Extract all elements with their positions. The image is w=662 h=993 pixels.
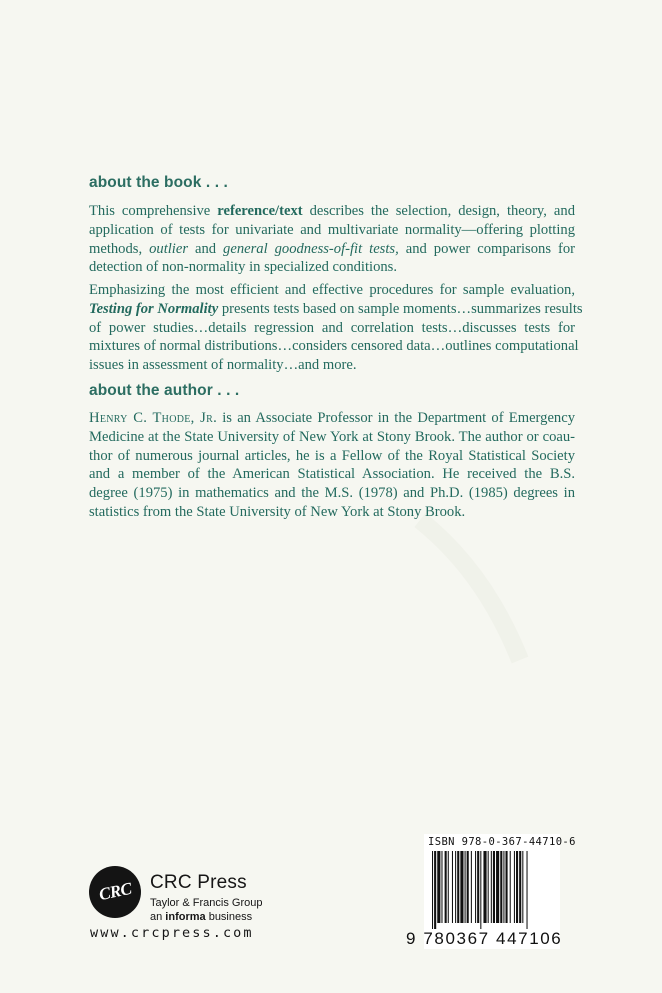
barcode-bar xyxy=(460,851,463,923)
barcode-bar xyxy=(519,851,521,923)
barcode-bar xyxy=(491,851,492,923)
barcode-bar xyxy=(493,851,495,923)
about-author-paragraph: Henry C. Thode, Jr. is an Associate Professor in the Department of Emergency Medicine at the State University of New York at Stony Brook. The author or coau- thor of numerous journal articles, he is a Fellow of the Royal Statistical Society and a member of the American Statistical Association. He received the B.S. degree (1975) in mathematics and the M.S. (1978) and Ph.D. (1985) degrees in statistics from the State University of New York at Stony Brook. xyxy=(89,410,575,520)
barcode-bar xyxy=(432,851,433,929)
barcode-bar xyxy=(455,851,456,923)
about-book-paragraph-2: Emphasizing the most efficient and effective procedures for sample evaluation, Testing for Normality presents tests based on sample moments…summarizes results of power studies…details regression and correlation tests…discusses tests for mixtures of normal distributions…considers censored data…outlines computational issues in assessment of normality…and more. xyxy=(89,282,583,374)
publisher-group: Taylor & Francis Group xyxy=(150,897,263,909)
publisher-business: an informa business xyxy=(150,911,253,923)
publisher-name: CRC Press xyxy=(150,872,247,893)
barcode-bar xyxy=(452,851,453,923)
barcode-number: 9 780367 447106 xyxy=(406,929,563,948)
barcode-bar xyxy=(441,851,442,923)
barcode-bar xyxy=(445,851,447,923)
barcode-bar xyxy=(475,851,476,923)
barcode-bar xyxy=(467,851,469,923)
barcode-bar xyxy=(522,851,523,923)
barcode-bar xyxy=(483,851,486,923)
barcode-bar xyxy=(457,851,459,923)
barcode-bar xyxy=(434,851,436,929)
barcode-bar xyxy=(471,851,472,923)
barcode-bar xyxy=(514,851,515,923)
about-author-heading: about the author . . . xyxy=(89,382,240,399)
barcode-bar xyxy=(437,851,440,923)
barcode-bar xyxy=(527,851,528,929)
author-name: Henry C. Thode, Jr. xyxy=(89,410,218,426)
isbn-label: ISBN 978-0-367-44710-6 xyxy=(428,836,576,848)
barcode-bar xyxy=(477,851,479,923)
barcode-icon xyxy=(432,851,558,929)
barcode-bar xyxy=(500,851,502,923)
barcode-bar xyxy=(480,851,481,929)
about-book-heading: about the book . . . xyxy=(89,174,228,191)
publisher-url: www.crcpress.com xyxy=(90,925,254,941)
barcode-bar xyxy=(496,851,499,923)
barcode-bar xyxy=(465,851,466,923)
barcode-bar xyxy=(448,851,449,923)
barcode-bar xyxy=(516,851,518,923)
barcode-bar xyxy=(488,851,489,923)
barcode-bar xyxy=(503,851,504,923)
barcode-bar xyxy=(506,851,508,923)
crc-logo-icon: CRC xyxy=(89,866,141,918)
about-book-paragraph-1: This comprehensive reference/text describes the selection, design, theory, and application of tests for univariate and multivariate normality—offering plotting methods, outlier and general goodness-of-fit tests, and power comparisons for detection of non-normality in specialized conditions. xyxy=(89,203,575,276)
barcode-bar xyxy=(510,851,511,923)
